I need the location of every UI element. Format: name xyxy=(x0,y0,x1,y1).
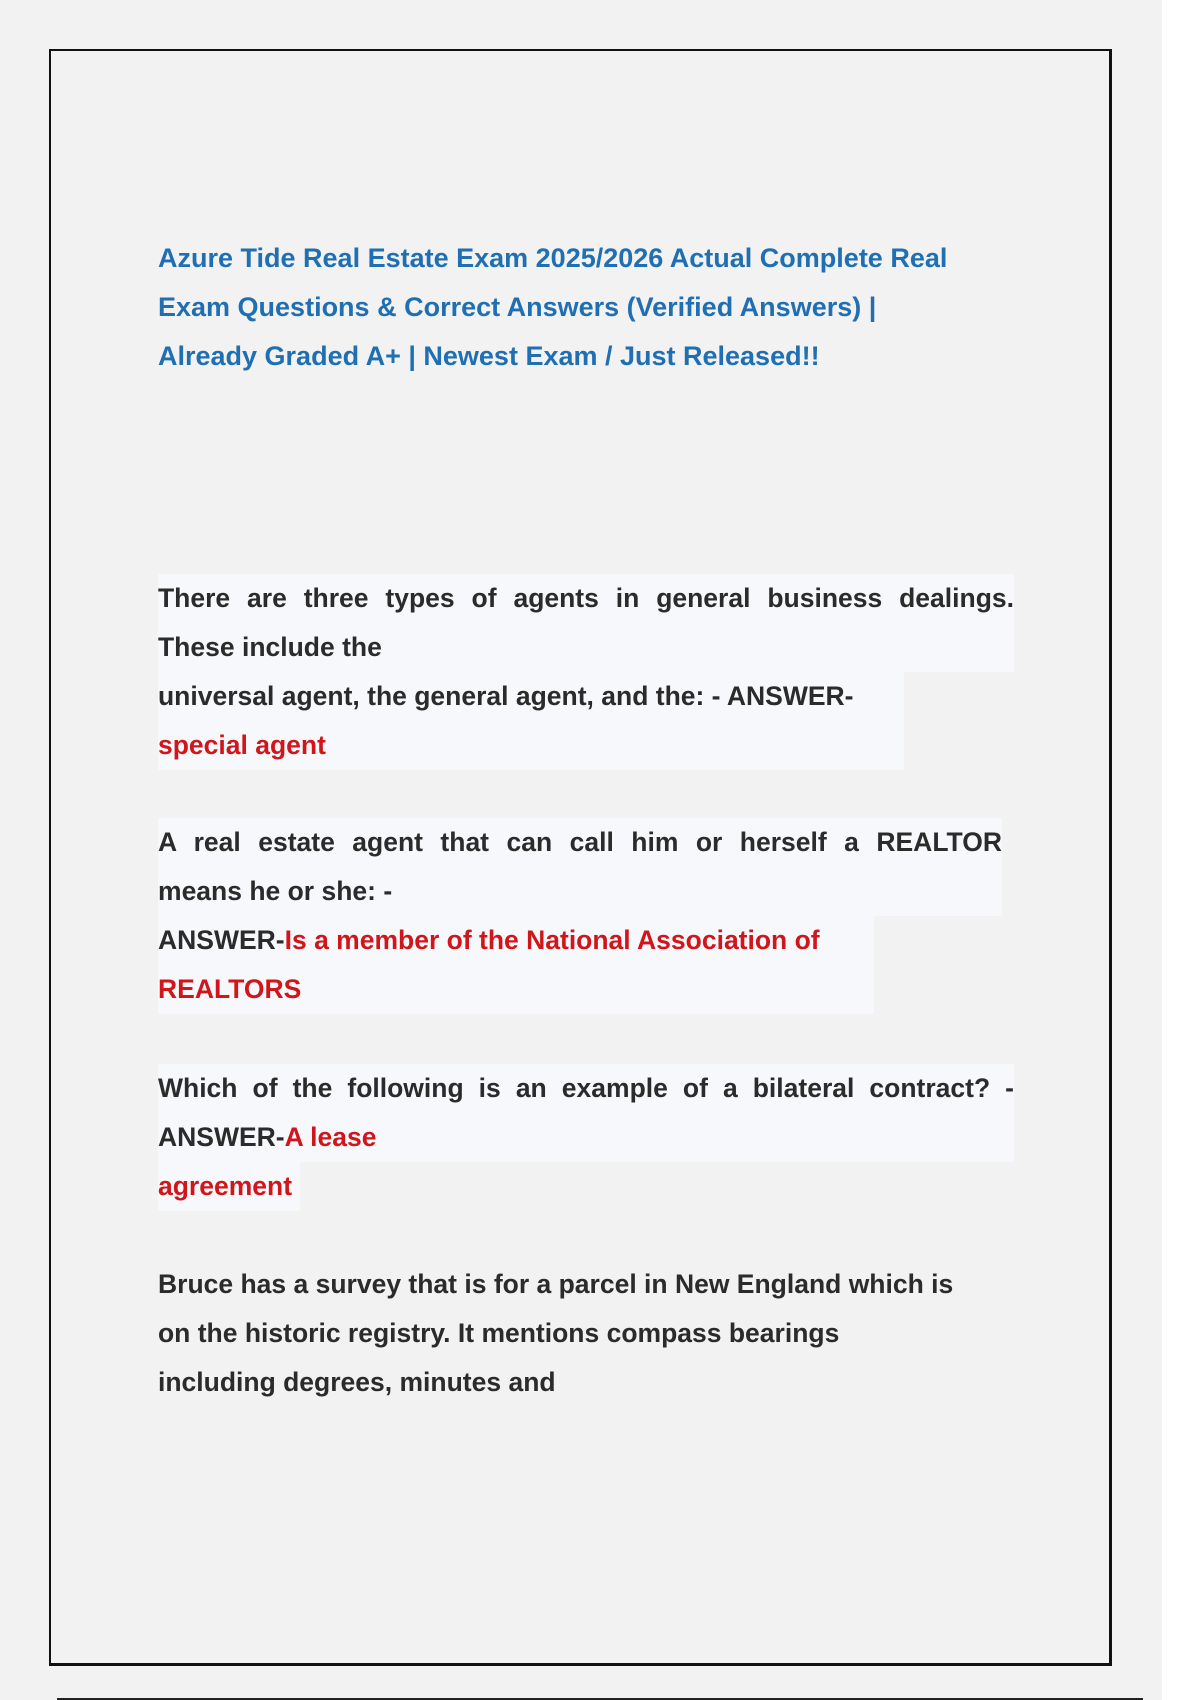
answer-text: A lease xyxy=(284,1122,377,1152)
question-highlight xyxy=(158,1162,300,1211)
document-title xyxy=(158,234,1018,381)
question-highlight xyxy=(158,916,874,1014)
title-line: Already Graded A+ | Newest Exam / Just Released!! xyxy=(158,341,820,371)
question-text: Which of the following is an example of a bilateral contract? - xyxy=(158,1073,1014,1103)
question-block-2 xyxy=(158,818,1002,1014)
answer-text: agreement xyxy=(158,1171,293,1201)
answer-prefix: ANSWER- xyxy=(158,925,285,955)
answer-text: REALTORS xyxy=(158,974,302,1004)
answer-prefix: ANSWER- xyxy=(158,1122,285,1152)
question-text: means he or she: - xyxy=(158,876,393,906)
answer-line xyxy=(158,916,874,965)
question-block-4 xyxy=(158,1260,1018,1407)
title-line: Exam Questions & Correct Answers (Verified Answers) | xyxy=(158,292,877,322)
question-highlight xyxy=(158,574,1014,672)
question-block-1 xyxy=(158,574,1014,770)
title-line: Azure Tide Real Estate Exam 2025/2026 Actual Complete Real xyxy=(158,243,948,273)
question-text: These include the xyxy=(158,632,382,662)
answer-text: special agent xyxy=(158,730,326,760)
question-text: on the historic registry. It mentions compass bearings xyxy=(158,1318,840,1348)
question-text: universal agent, the general agent, and the: - ANSWER- xyxy=(158,681,854,711)
question-highlight xyxy=(158,818,1002,916)
question-text: Bruce has a survey that is for a parcel in New England which is xyxy=(158,1269,954,1299)
question-text: There are three types of agents in general business dealings. xyxy=(158,583,1014,613)
question-block-3 xyxy=(158,1064,1014,1211)
question-text: A real estate agent that can call him or herself a REALTOR xyxy=(158,827,1002,857)
question-text: including degrees, minutes and xyxy=(158,1367,556,1397)
answer-line xyxy=(158,1113,1014,1162)
answer-text: Is a member of the National Association of xyxy=(284,925,820,955)
question-highlight xyxy=(158,672,904,770)
question-highlight xyxy=(158,1064,1014,1162)
viewer-right-margin xyxy=(1162,0,1200,1700)
